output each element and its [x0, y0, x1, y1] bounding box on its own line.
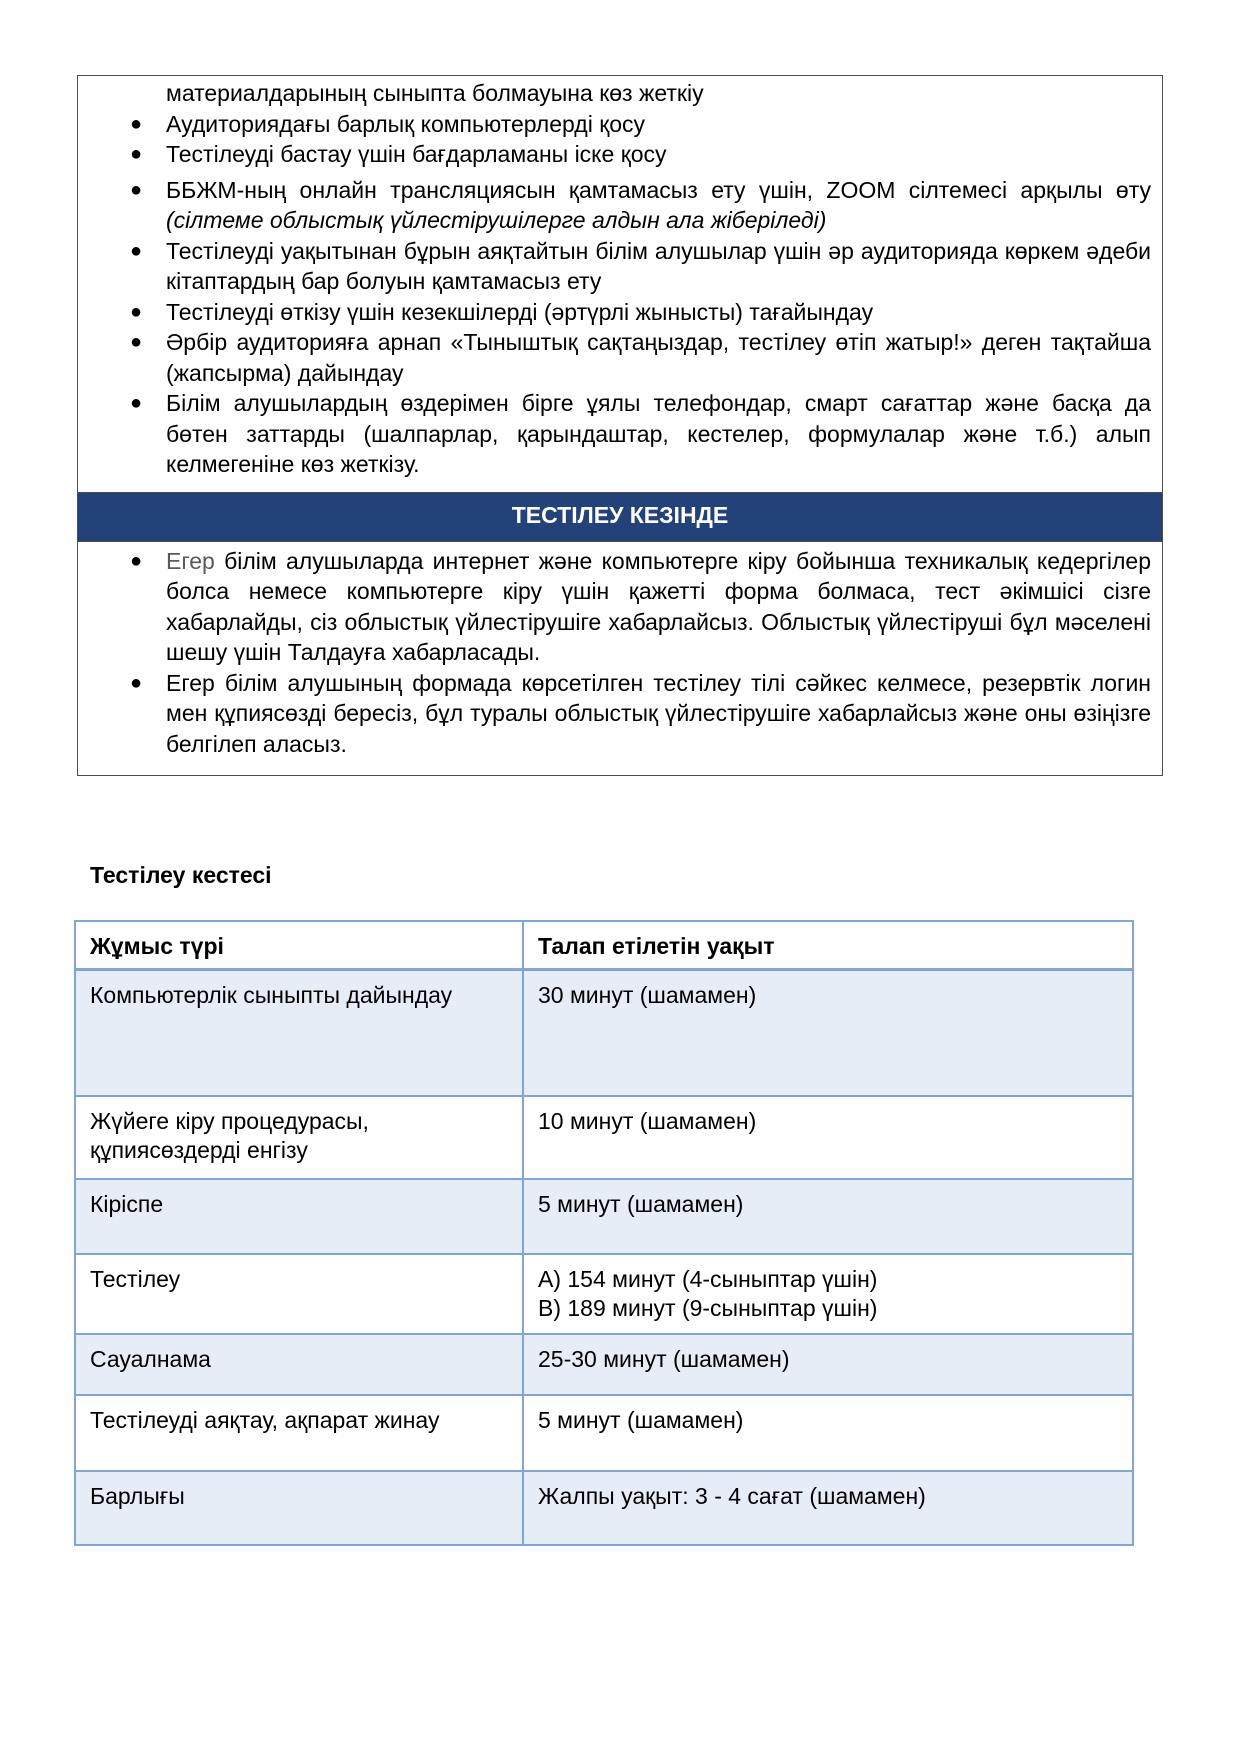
section-banner: ТЕСТІЛЕУ КЕЗІНДЕ — [78, 492, 1162, 542]
list-item: ● Тестілеуді бастау үшін бағдарламаны іске қосу — [78, 139, 1162, 170]
task-cell: Тестілеу — [75, 1254, 523, 1334]
list-item: ● Егер білім алушыларда интернет және компьютерге кіру бойынша техникалық кедергілер болса немесе компьютерге кіру үшін қажетті форма болмаса, тест әкімшісі сізге хабарлайды, сіз облыстық үйлестірушіге хабарлайсыз. Облыстық үйлестіруші бұл мәселені шешу үшін Талдауға хабарласады. — [130, 547, 1151, 665]
time-cell: 5 минут (шамамен) — [523, 1395, 1133, 1471]
bullet-icon: ● — [130, 178, 143, 201]
bullet-icon: ● — [130, 239, 143, 262]
table-row — [75, 1395, 1133, 1471]
list-item: ● Егер білім алушының формада көрсетілген тестілеу тілі сәйкес келмесе, резервтік логин мен құпиясөзді бересіз, бұл туралы облыстық үйлестірушіге хабарлайсыз және оны өзіңізге белгілеп аласыз. — [130, 669, 1151, 757]
table-row — [75, 1096, 1133, 1179]
table-row — [75, 1254, 1133, 1334]
header-cell: Жұмыс түрі — [75, 921, 523, 970]
during-section — [78, 542, 1162, 776]
table-row — [75, 1179, 1133, 1254]
before-section — [78, 76, 1162, 492]
list-item: ● Аудиториядағы барлық компьютерлерді қосу — [78, 109, 1162, 140]
bullet-icon: ● — [130, 549, 143, 572]
task-cell: Компьютерлік сыныпты дайындау — [75, 970, 523, 1097]
list-item: материалдарының сыныпта болмауына көз жеткіу — [166, 80, 704, 106]
during-list — [78, 546, 1162, 760]
table-row — [75, 970, 1133, 1097]
bullet-icon: ● — [130, 392, 143, 414]
list-item: ● Тестілеуді уақытынан бұрын аяқтайтын білім алушылар үшін әр аудиторияда көркем әдеби кітаптардың бар болуын қамтамасыз ету — [130, 237, 1151, 294]
time-cell: 10 минут (шамамен) — [523, 1096, 1133, 1179]
bullet-icon: ● — [130, 112, 143, 135]
task-cell: Барлығы — [75, 1471, 523, 1545]
schedule-table — [74, 920, 1134, 1546]
list-item: ● Білім алушылардың өздерімен бірге ұялы телефондар, смарт сағаттар және басқа да бөтен заттарды (шалпарлар, қарындаштар, кестелер, формулалар және т.б.) алып келмегеніне көз жеткізу. — [130, 390, 1151, 477]
list-item: ● Тестілеуді өткізу үшін кезекшілерді (әртүрлі жынысты) тағайындау — [78, 297, 1162, 328]
list-item: ● ББЖМ-ның онлайн трансляциясын қамтамасыз ету үшін, ZOOM сілтемесі арқылы өту (сілтеме облыстық үйлестірушілерге алдын ала жіберіледі) — [130, 176, 1151, 233]
task-cell: Кіріспе — [75, 1179, 523, 1254]
time-cell: 5 минут (шамамен) — [523, 1179, 1133, 1254]
header-cell: Талап етілетін уақыт — [523, 921, 1133, 970]
checklist-box — [77, 75, 1163, 776]
table-row — [75, 1471, 1133, 1545]
time-cell: A) 154 минут (4-сыныптар үшін) B) 189 минут (9-сыныптар үшін) — [523, 1254, 1133, 1334]
task-cell: Жүйеге кіру процедурасы, құпиясөздерді енгізу — [75, 1096, 523, 1179]
before-list — [78, 76, 1162, 480]
time-cell: Жалпы уақыт: 3 - 4 сағат (шамамен) — [523, 1471, 1133, 1545]
table-row — [75, 1334, 1133, 1395]
bullet-icon: ● — [130, 143, 143, 165]
list-item: ● Әрбір аудиторияға арнап «Тыныштық сақтаңыздар, тестілеу өтіп жатыр!» деген тақтайша (жапсырма) дайындау — [130, 329, 1151, 386]
task-cell: Сауалнама — [75, 1334, 523, 1395]
schedule-title: Тестілеу кестесі — [90, 862, 272, 888]
time-cell: 30 минут (шамамен) — [523, 970, 1133, 1097]
table-header-row — [75, 921, 1133, 970]
time-cell: 25-30 минут (шамамен) — [523, 1334, 1133, 1395]
bullet-icon: ● — [130, 331, 143, 353]
bullet-icon: ● — [130, 300, 143, 323]
bullet-icon: ● — [130, 671, 143, 694]
task-cell: Тестілеуді аяқтау, ақпарат жинау — [75, 1395, 523, 1471]
